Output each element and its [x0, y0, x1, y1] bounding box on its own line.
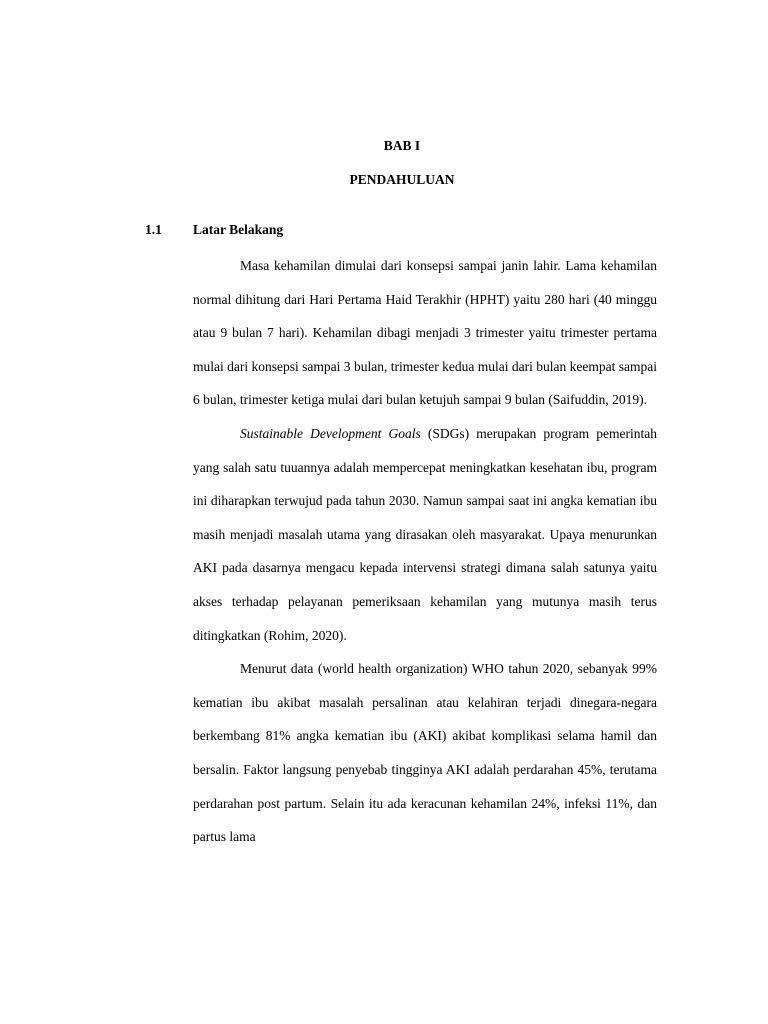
body-text: [193, 249, 657, 854]
section-number: 1.1: [145, 222, 162, 237]
paragraph-who-data: Menurut data (world health organization) WHO tahun 2020, sebanyak 99% kematian ibu akibat masalah persalinan atau kelahiran terjadi dinegara-negara berkembang 81% angka kematian ibu (AKI) akibat komplikasi selama hamil dan bersalin. Faktor langsung penyebab tingginya AKI adalah perdarahan 45%, terutama perdarahan post partum. Selain itu ada keracunan kehamilan 24%, infeksi 11%, dan partus lama: [193, 661, 657, 845]
paragraph-pregnancy: Masa kehamilan dimulai dari konsepsi sampai janin lahir. Lama kehamilan normal dihitung dari Hari Pertama Haid Terakhir (HPHT) yaitu 280 hari (40 minggu atau 9 bulan 7 hari). Kehamilan dibagi menjadi 3 trimester yaitu trimester pertama mulai dari konsepsi sampai 3 bulan, trimester kedua mulai dari bulan keempat sampai 6 bulan, trimester ketiga mulai dari bulan ketujuh sampai 9 bulan (Saifuddin, 2019).: [193, 258, 657, 408]
paragraph-sdgs-text: (SDGs) merupakan program pemerintah yang salah satu tuuannya adalah mempercepat meningkatkan kesehatan ibu, program ini diharapkan terwujud pada tahun 2030. Namun sampai saat ini angka kematian ibu masih menjadi masalah utama yang dirasakan oleh masyarakat. Upaya menurunkan AKI pada dasarnya mengacu kepada intervensi strategi dimana salah satunya yaitu akses terhadap pelayanan pemeriksaan kehamilan yang mutunya masih terus ditingkatkan (Rohim, 2020).: [193, 425, 657, 643]
chapter-title: PENDAHULUAN: [349, 172, 455, 187]
section-title: Latar Belakang: [193, 222, 284, 237]
sdgs-term: Sustainable Development Goals: [240, 425, 421, 441]
chapter-number: BAB I: [383, 138, 421, 153]
paragraph-sdgs: [193, 417, 657, 652]
section-heading: [145, 222, 283, 238]
